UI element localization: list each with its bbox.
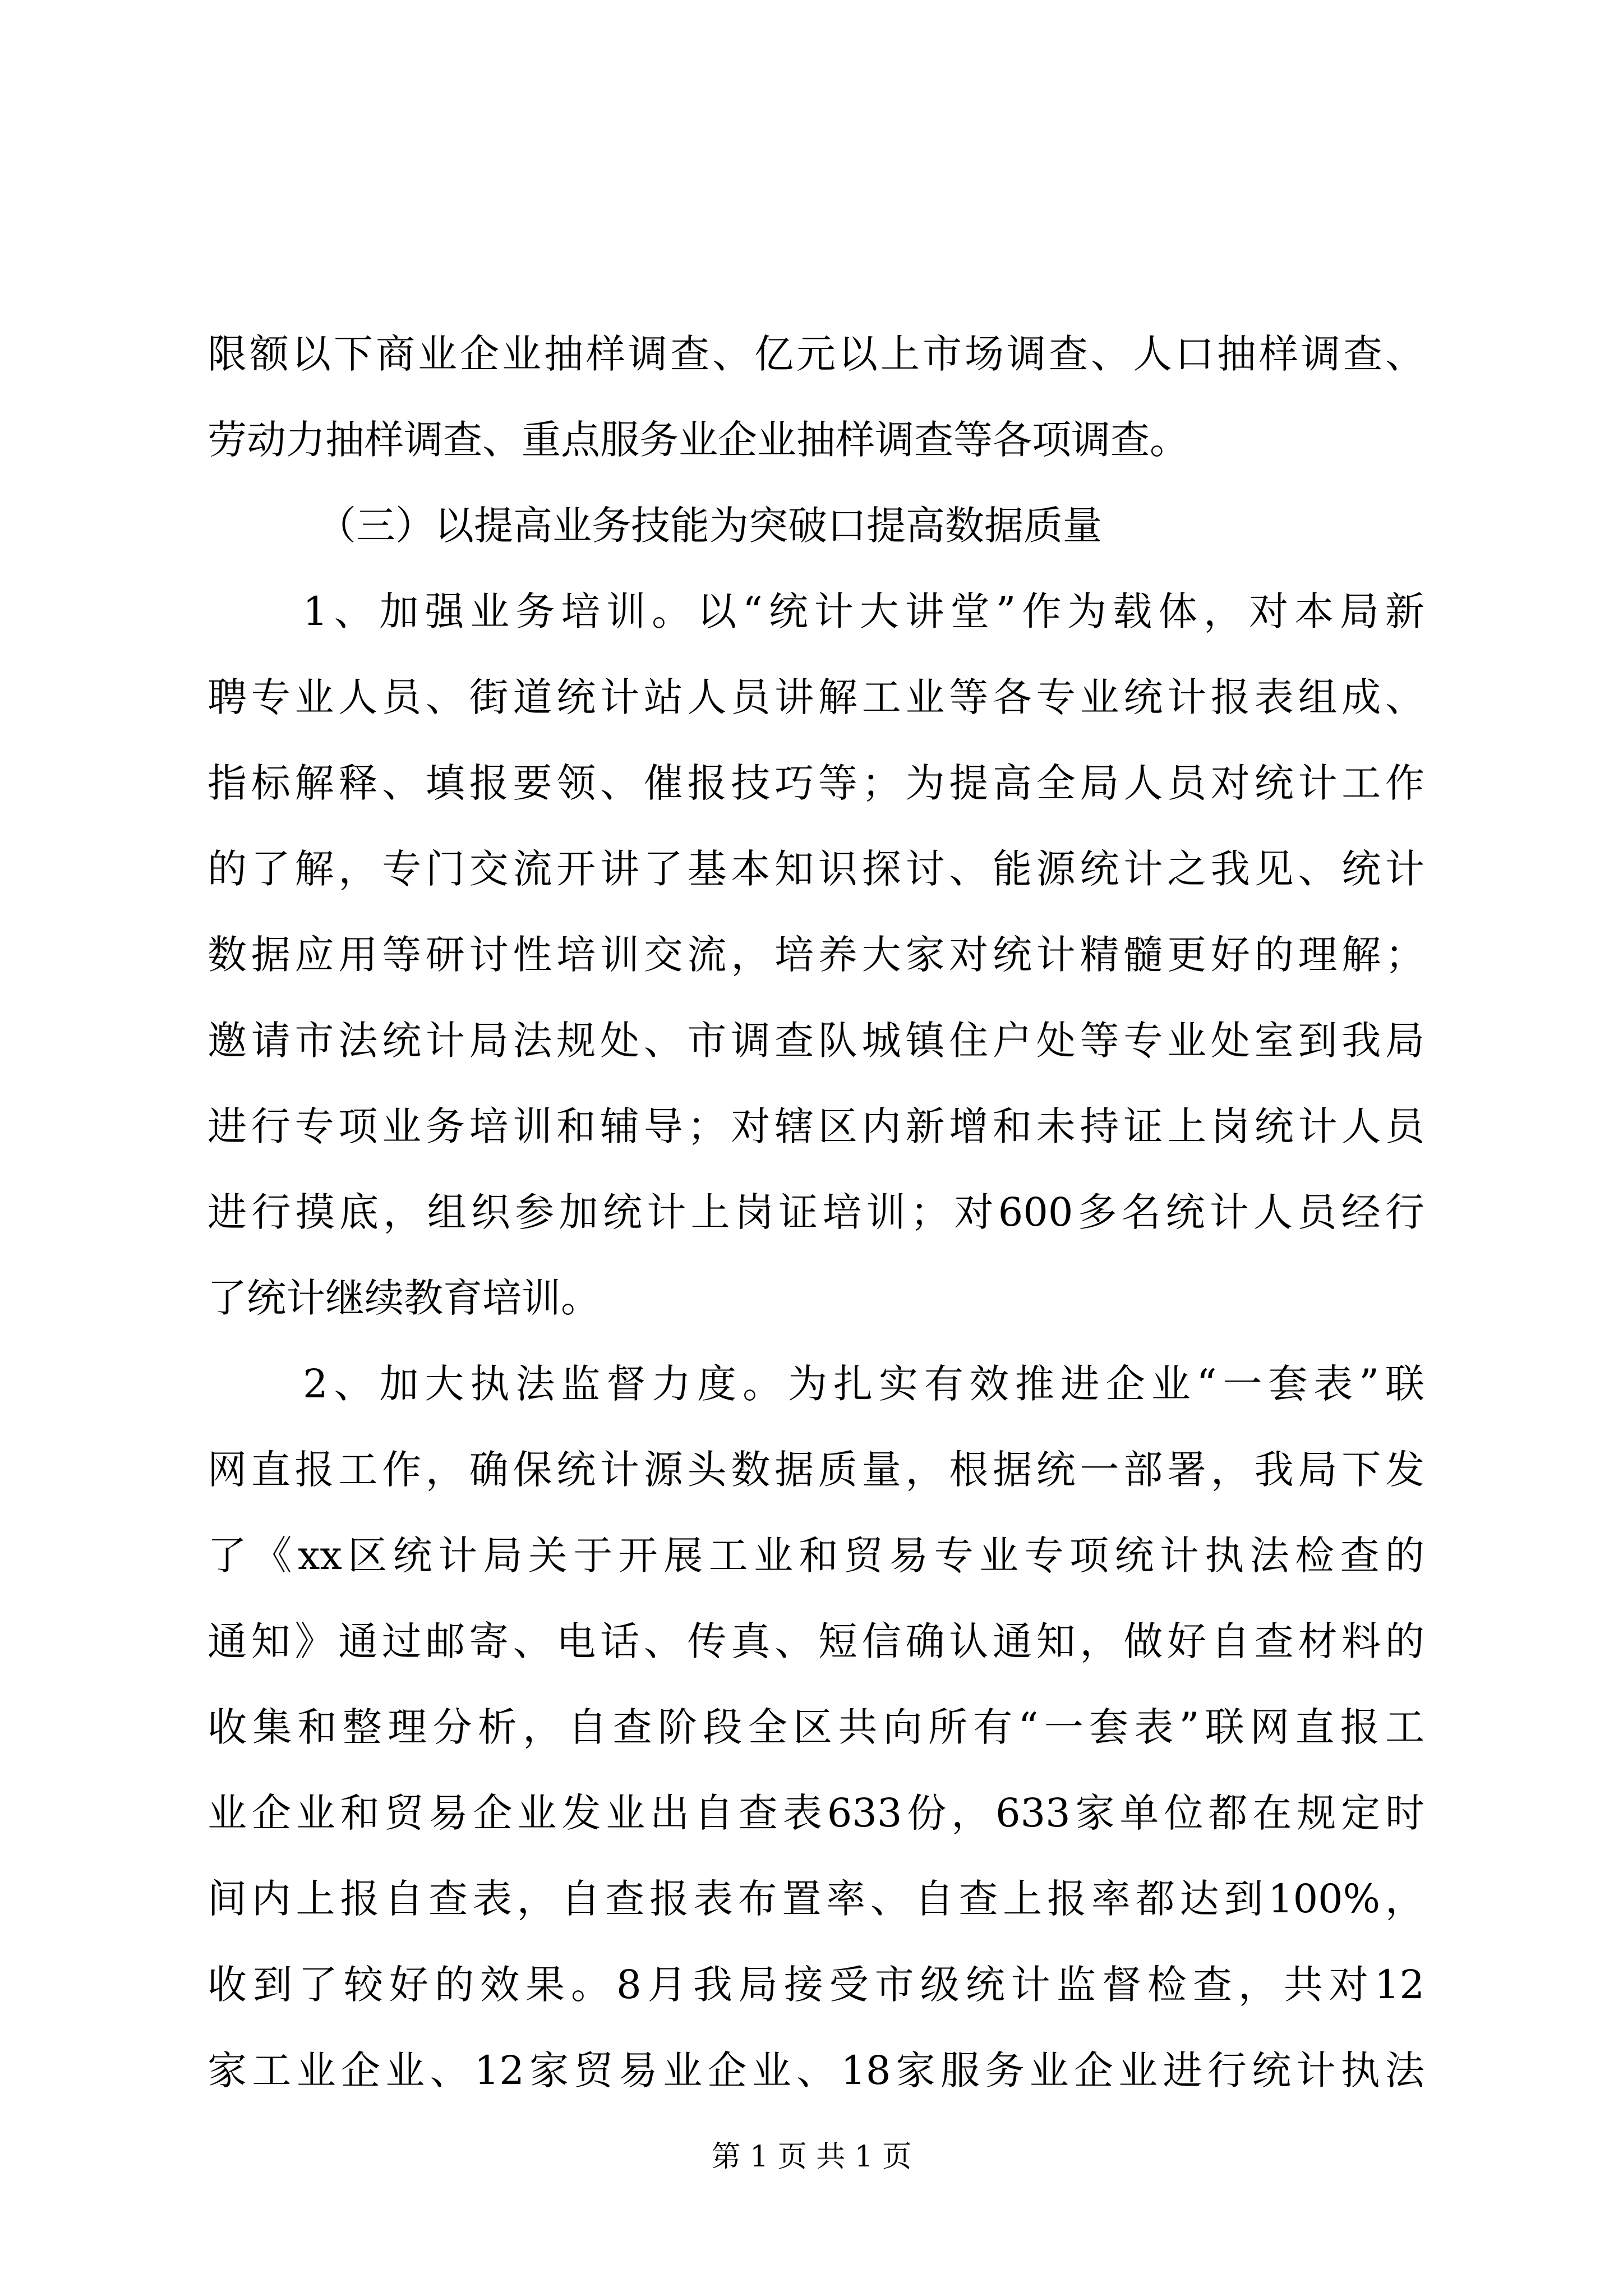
text-line: 聘专业人员、街道统计站人员讲解工业等各专业统计报表组成、 bbox=[208, 674, 1424, 720]
text-line: 指标解释、填报要领、催报技巧等；为提高全局人员对统计工作 bbox=[208, 760, 1424, 806]
text-line: 了《xx区统计局关于开展工业和贸易专业专项统计执法检查的 bbox=[208, 1533, 1424, 1579]
text-line: 家工业企业、12家贸易业企业、18家服务业企业进行统计执法 bbox=[208, 2047, 1424, 2093]
text-line: 间内上报自查表，自查报表布置率、自查上报率都达到100%， bbox=[208, 1876, 1424, 1922]
text-line: 进行专项业务培训和辅导；对辖区内新增和未持证上岗统计人员 bbox=[208, 1103, 1424, 1149]
paragraph-start-line: 2、加大执法监督力度。为扎实有效推进企业“一套表”联 bbox=[303, 1361, 1424, 1407]
text-line: 劳动力抽样调查、重点服务业企业抽样调查等各项调查。 bbox=[208, 417, 1189, 463]
text-line: 网直报工作，确保统计源头数据质量，根据统一部署，我局下发 bbox=[208, 1447, 1424, 1493]
text-line: 收集和整理分析，自查阶段全区共向所有“一套表”联网直报工 bbox=[208, 1704, 1424, 1750]
text-line: 通知》通过邮寄、电话、传真、短信确认通知，做好自查材料的 bbox=[208, 1618, 1424, 1664]
text-line: 的了解，专门交流开讲了基本知识探讨、能源统计之我见、统计 bbox=[208, 846, 1424, 892]
text-line: 了统计继续教育培训。 bbox=[208, 1275, 600, 1321]
text-line: 限额以下商业企业抽样调查、亿元以上市场调查、人口抽样调查、 bbox=[208, 331, 1424, 377]
text-line: 业企业和贸易企业发业出自查表633份，633家单位都在规定时 bbox=[208, 1790, 1424, 1836]
text-line: 邀请市法统计局法规处、市调查队城镇住户处等专业处室到我局 bbox=[208, 1018, 1424, 1064]
text-line: 进行摸底，组织参加统计上岗证培训；对600多名统计人员经行 bbox=[208, 1189, 1424, 1235]
section-heading: （三）以提高业务技能为突破口提高数据质量 bbox=[317, 503, 1102, 549]
paragraph-start-line: 1、加强业务培训。以“统计大讲堂”作为载体，对本局新 bbox=[303, 588, 1424, 634]
page-footer: 第 1 页 共 1 页 bbox=[711, 2140, 912, 2174]
text-line: 收到了较好的效果。8月我局接受市级统计监督检查，共对12 bbox=[208, 1962, 1424, 2008]
text-line: 数据应用等研讨性培训交流，培养大家对统计精髓更好的理解； bbox=[208, 932, 1424, 978]
document-body bbox=[208, 311, 1424, 2114]
